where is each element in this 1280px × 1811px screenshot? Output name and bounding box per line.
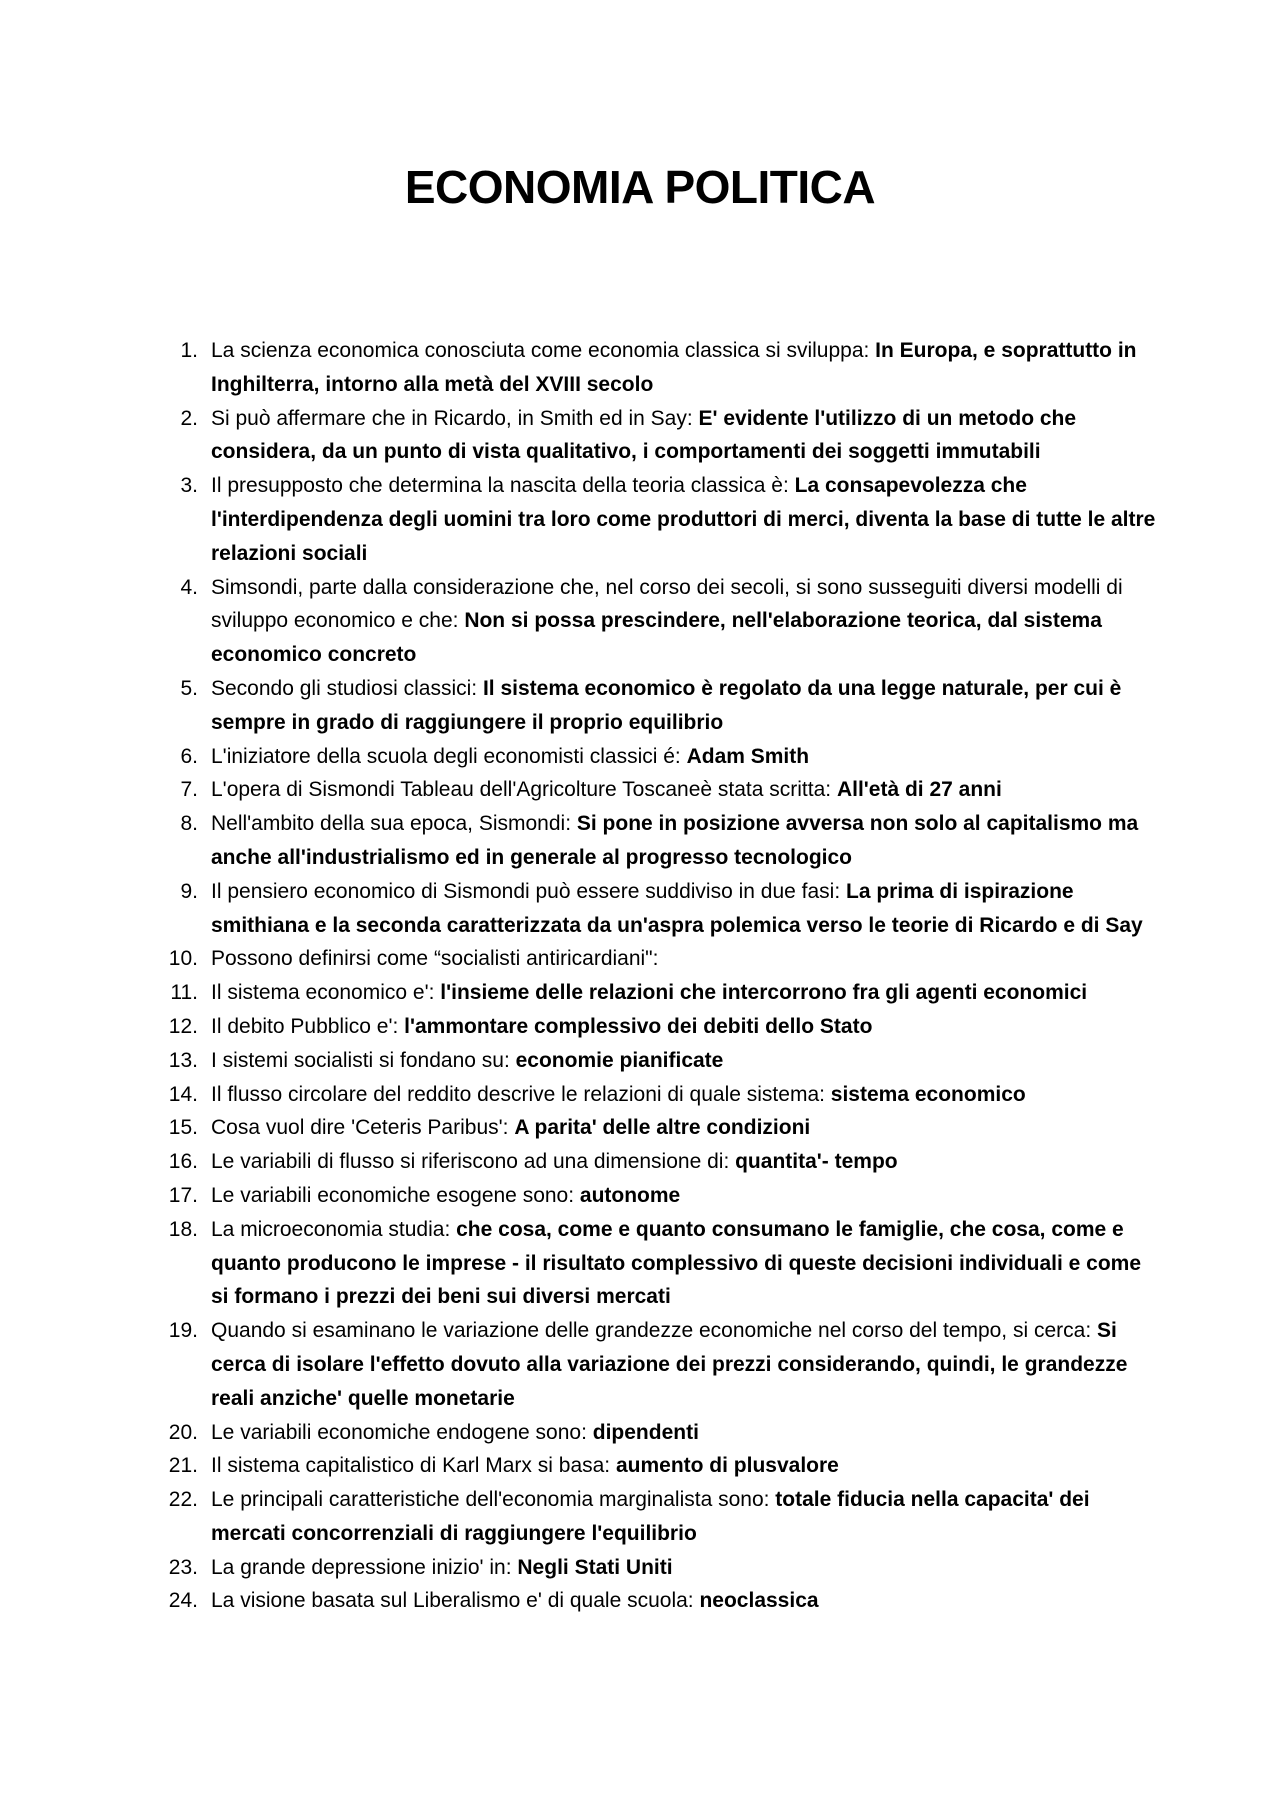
list-item — [160, 571, 1160, 672]
item-number: 9. — [180, 879, 198, 903]
item-number: 4. — [180, 575, 198, 599]
item-answer: sistema economico — [830, 1082, 1026, 1106]
item-number: 15. — [168, 1116, 198, 1140]
item-text — [198, 773, 1160, 807]
item-question: Possono definirsi come “socialisti antiricardiani": — [211, 947, 659, 971]
item-number: 14. — [168, 1082, 198, 1106]
item-question: Cosa vuol dire 'Ceteris Paribus': — [211, 1116, 515, 1140]
item-number: 10. — [168, 947, 198, 971]
item-question: Il flusso circolare del reddito descrive le relazioni di quale sistema: — [211, 1082, 831, 1106]
item-text — [198, 1078, 1160, 1112]
item-answer: All'età di 27 anni — [836, 778, 1002, 802]
item-number: 16. — [168, 1150, 198, 1174]
item-question: Il presupposto che determina la nascita della teoria classica è: — [211, 474, 795, 498]
list-item — [160, 334, 1160, 402]
item-answer: La consapevolezza che l'interdipendenza degli uomini tra loro come produttori di merci, diventa la base di tutte le altre relazioni sociali — [211, 474, 1156, 565]
item-answer: autonome — [579, 1183, 681, 1207]
item-number: 1. — [180, 339, 198, 362]
item-question: Le variabili economiche endogene sono: — [211, 1420, 593, 1444]
list-item — [160, 672, 1160, 740]
item-question: Il sistema economico e': — [211, 981, 441, 1005]
item-text — [198, 1044, 1160, 1078]
item-text — [198, 1314, 1160, 1415]
list-item — [160, 1449, 1160, 1483]
item-question: La microeconomia studia: — [211, 1217, 457, 1241]
item-number: 8. — [180, 812, 198, 836]
item-question: Il debito Pubblico e': — [211, 1014, 405, 1038]
item-text — [198, 1145, 1160, 1179]
item-answer: aumento di plusvalore — [615, 1454, 839, 1478]
item-answer: E' evidente l'utilizzo di un metodo che considera, da un punto di vista qualitativo, i comportamenti dei soggetti immutabili — [211, 406, 1077, 464]
item-text — [198, 807, 1160, 875]
item-number: 5. — [180, 676, 198, 700]
item-text — [198, 1111, 1160, 1145]
item-text — [198, 976, 1160, 1010]
item-text — [198, 1213, 1160, 1314]
item-number: 3. — [180, 474, 198, 498]
item-answer: A parita' delle altre condizioni — [514, 1116, 811, 1140]
item-answer: Si cerca di isolare l'effetto dovuto alla variazione dei prezzi considerando, quindi, le grandezze reali anziche' quelle monetarie — [211, 1319, 1128, 1410]
item-answer: neoclassica — [699, 1589, 819, 1613]
item-question: Quando si esaminano le variazione delle grandezze economiche nel corso del tempo, si cerca: — [211, 1319, 1097, 1343]
item-text — [198, 1584, 1160, 1618]
list-item — [160, 942, 1160, 976]
list-item — [160, 469, 1160, 570]
item-question: Le principali caratteristiche dell'economia marginalista sono: — [211, 1488, 776, 1512]
item-answer: l'ammontare complessivo dei debiti dello Stato — [404, 1014, 873, 1038]
item-text — [198, 740, 1160, 774]
item-answer: che cosa, come e quanto consumano le famiglie, che cosa, come e quanto producono le imprese - il risultato complessivo di queste decisioni individuali e come si formano i prezzi dei beni sui diversi mercati — [211, 1217, 1142, 1309]
item-number: 24. — [168, 1589, 198, 1613]
item-text — [198, 1010, 1160, 1044]
item-number: 21. — [168, 1454, 198, 1478]
question-list — [160, 334, 1160, 1618]
list-item — [160, 1314, 1160, 1415]
item-question: L'iniziatore della scuola degli economisti classici é: — [211, 744, 687, 768]
item-number: 22. — [168, 1488, 198, 1512]
item-text — [198, 402, 1160, 470]
list-item — [160, 976, 1160, 1010]
list-item — [160, 1584, 1160, 1618]
list-item — [160, 1010, 1160, 1044]
item-number: 20. — [168, 1420, 198, 1444]
item-text — [198, 672, 1160, 740]
item-question: Secondo gli studiosi classici: — [211, 676, 483, 700]
list-item — [160, 875, 1160, 943]
item-answer: Si pone in posizione avversa non solo al capitalismo ma anche all'industrialismo ed in generale al progresso tecnologico — [211, 812, 1139, 869]
list-item — [160, 1179, 1160, 1213]
item-question: L'opera di Sismondi Tableau dell'Agricolture Toscaneè stata scritta: — [211, 778, 837, 802]
item-answer: l'insieme delle relazioni che intercorrono fra gli agenti economici — [440, 981, 1088, 1005]
item-text — [198, 942, 1160, 976]
item-text — [198, 875, 1160, 943]
item-text — [198, 1179, 1160, 1213]
item-number: 6. — [180, 744, 198, 768]
item-answer: quantita'- tempo — [735, 1150, 898, 1174]
item-text — [198, 1449, 1160, 1483]
item-text — [198, 334, 1160, 402]
item-number: 23. — [168, 1555, 198, 1579]
item-question: La scienza economica conosciuta come economia classica si sviluppa: — [211, 339, 876, 362]
item-answer: totale fiducia nella capacita' dei mercati concorrenziali di raggiungere l'equilibrio — [211, 1488, 1090, 1545]
list-item — [160, 402, 1160, 470]
item-question: Le variabili economiche esogene sono: — [211, 1183, 580, 1207]
list-item — [160, 1044, 1160, 1078]
list-item — [160, 773, 1160, 807]
list-item — [160, 1145, 1160, 1179]
item-number: 18. — [168, 1217, 198, 1241]
list-item — [160, 1078, 1160, 1112]
item-question: Il sistema capitalistico di Karl Marx si basa: — [211, 1454, 616, 1478]
list-item — [160, 740, 1160, 774]
item-question: La visione basata sul Liberalismo e' di quale scuola: — [211, 1589, 700, 1613]
item-answer: Non si possa prescindere, nell'elaborazione teorica, dal sistema economico concreto — [211, 609, 1102, 667]
item-number: 12. — [168, 1014, 198, 1038]
item-number: 2. — [180, 406, 198, 430]
item-text — [198, 571, 1160, 672]
item-number: 7. — [180, 778, 198, 802]
item-text — [198, 469, 1160, 570]
item-question: Il pensiero economico di Sismondi può essere suddiviso in due fasi: — [211, 879, 847, 903]
item-question: Si può affermare che in Ricardo, in Smith ed in Say: — [211, 406, 699, 430]
item-answer: dipendenti — [592, 1420, 699, 1444]
item-question: Le variabili di flusso si riferiscono ad una dimensione di: — [211, 1150, 736, 1174]
item-answer: Adam Smith — [686, 744, 810, 768]
item-text — [198, 1483, 1160, 1551]
item-answer: economie pianificate — [515, 1048, 724, 1072]
item-number: 19. — [168, 1319, 198, 1343]
list-item — [160, 1111, 1160, 1145]
page-title: ECONOMIA POLITICA — [404, 161, 876, 213]
list-item — [160, 1551, 1160, 1585]
item-text — [198, 1416, 1160, 1450]
item-question: Simsondi, parte dalla considerazione che, nel corso dei secoli, si sono susseguiti diversi modelli di sviluppo economico e che: — [211, 575, 1123, 633]
item-number: 11. — [170, 981, 198, 1005]
list-item — [160, 807, 1160, 875]
item-answer: In Europa, e soprattutto in Inghilterra, intorno alla metà del XVIII secolo — [211, 339, 1137, 396]
item-text — [198, 1551, 1160, 1585]
item-answer: Negli Stati Uniti — [517, 1555, 673, 1579]
item-number: 17. — [168, 1183, 198, 1207]
item-question: La grande depressione inizio' in: — [211, 1555, 518, 1579]
list-item — [160, 1213, 1160, 1314]
item-question: I sistemi socialisti si fondano su: — [211, 1048, 516, 1072]
list-item — [160, 1483, 1160, 1551]
item-question: Nell'ambito della sua epoca, Sismondi: — [211, 812, 577, 836]
list-item — [160, 1416, 1160, 1450]
item-number: 13. — [168, 1048, 198, 1072]
item-answer: La prima di ispirazione smithiana e la seconda caratterizzata da un'aspra polemica verso le teorie di Ricardo e di Say — [211, 879, 1143, 937]
item-answer: Il sistema economico è regolato da una legge naturale, per cui è sempre in grado di raggiungere il proprio equilibrio — [211, 676, 1122, 734]
